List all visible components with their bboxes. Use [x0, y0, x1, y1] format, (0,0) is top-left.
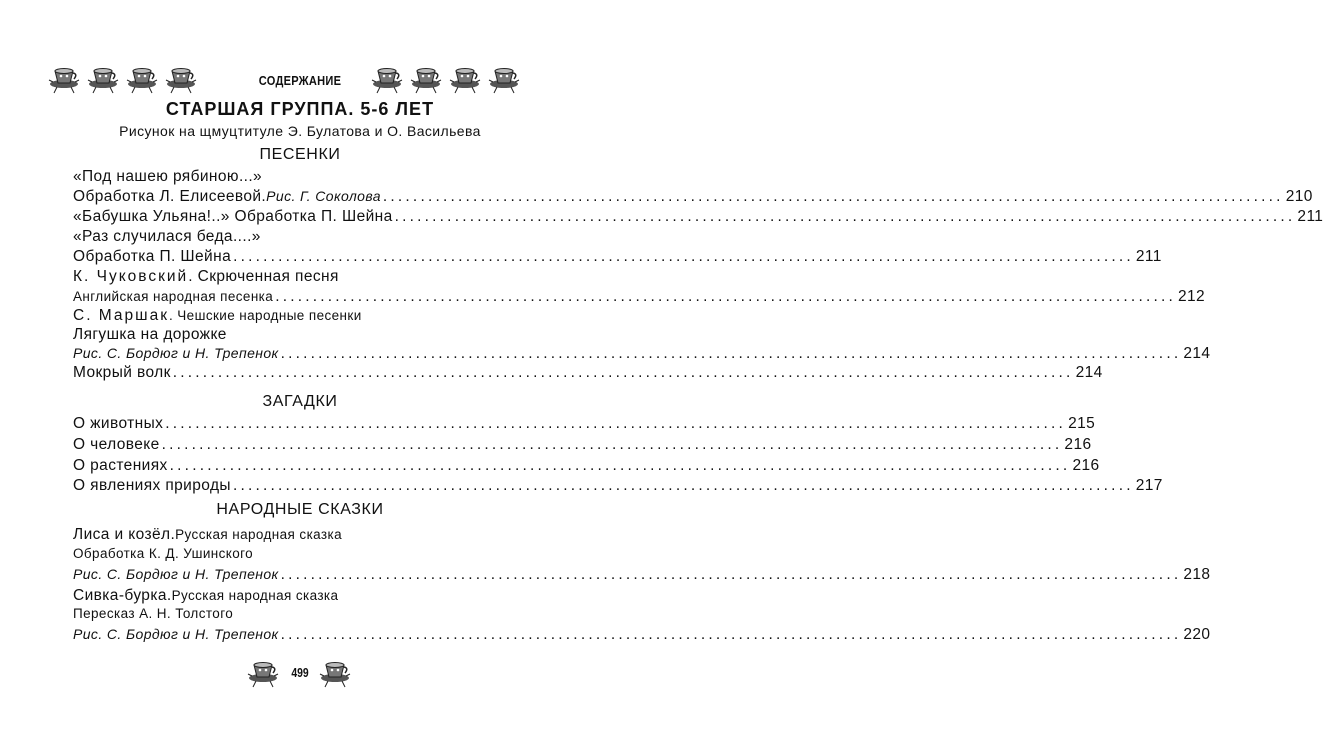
illustrator-credit: Рис. С. Бордюг и Н. Трепенок — [73, 626, 279, 642]
toc-entry[interactable] — [73, 436, 1092, 456]
toc-entry[interactable] — [73, 546, 499, 566]
toc-entry[interactable] — [73, 248, 1162, 268]
group-title: ЗАГАДКИ — [262, 393, 338, 410]
toc-entry[interactable] — [73, 288, 1206, 308]
entry-text: Сивка-бурка. — [73, 587, 172, 604]
dot-leader: ........................................................................................................................ — [165, 415, 1067, 432]
entry-text: Мокрый волк — [73, 364, 171, 381]
teacup-icon — [487, 62, 521, 96]
page-ref: 210 — [1285, 188, 1313, 205]
entry-text: О растениях — [73, 457, 168, 474]
dot-leader: ........................................................................................................................ — [394, 208, 1296, 225]
entry-text: О явлениях природы — [73, 477, 231, 494]
entry-text: Русская народная сказка — [171, 588, 339, 603]
page-ref: 214 — [1183, 345, 1211, 362]
group-title: НАРОДНЫЕ СКАЗКИ — [216, 501, 384, 518]
page-ref: 216 — [1072, 457, 1100, 474]
teacup-icon — [125, 62, 159, 96]
toc-entry[interactable] — [73, 228, 499, 248]
entry-text: . Чешские народные песенки — [168, 308, 362, 323]
section-subtitle: Рисунок на щмуцтитуле Э. Булатова и О. Васильева — [119, 123, 481, 139]
dot-leader: ........................................................................................................................ — [161, 436, 1063, 453]
teacup-icon — [448, 62, 482, 96]
toc-entry[interactable] — [73, 168, 499, 188]
page-header — [0, 62, 600, 98]
toc-entry[interactable] — [73, 606, 499, 626]
entry-text: Обработка К. Д. Ушинского — [73, 546, 254, 561]
page-ref: 217 — [1135, 477, 1163, 494]
toc-entry[interactable] — [73, 566, 1211, 586]
page-ref: 212 — [1177, 288, 1206, 305]
toc-entry[interactable] — [73, 208, 1323, 228]
illustrator-credit: Рис. Г. Соколова — [266, 188, 381, 204]
page-footer — [0, 656, 600, 690]
entry-text: «Под нашею рябиною...» — [73, 168, 263, 185]
teacup-icon — [318, 656, 352, 690]
page-ref: 211 — [1297, 208, 1323, 225]
page-number: 499 — [291, 665, 309, 680]
dot-leader: ........................................................................................................................ — [280, 345, 1182, 362]
page-ref: 215 — [1068, 415, 1096, 432]
dot-leader: ........................................................................................................................ — [382, 188, 1284, 205]
dot-leader: ........................................................................................................................ — [169, 457, 1071, 474]
entry-text: Лиса и козёл. — [73, 526, 176, 543]
dot-leader: ........................................................................................................................ — [232, 477, 1134, 494]
teacup-icon — [246, 656, 280, 690]
toc-entry[interactable] — [73, 326, 499, 346]
entry-text: Английская народная песенка — [73, 289, 274, 304]
dot-leader: ........................................................................................................................ — [233, 248, 1134, 265]
entry-text: Обработка Л. Елисеевой. — [73, 188, 267, 205]
entry-text: «Раз случилася беда....» — [73, 228, 261, 245]
entry-text: Русская народная сказка — [175, 527, 343, 542]
entry-text: Обработка П. Шейна — [73, 248, 232, 265]
illustrator-credit: Рис. С. Бордюг и Н. Трепенок — [73, 345, 279, 361]
page-ref: 214 — [1075, 364, 1103, 381]
toc-entry[interactable] — [73, 415, 1096, 435]
teacup-icon — [370, 62, 404, 96]
page-ref: 220 — [1183, 626, 1211, 643]
entry-text: С. Маршак — [73, 307, 169, 324]
entry-text: О человеке — [73, 436, 160, 453]
entry-text: О животных — [73, 415, 164, 432]
teacup-icon — [47, 62, 81, 96]
toc-entry[interactable] — [73, 364, 1103, 384]
dot-leader: ........................................................................................................................ — [172, 364, 1074, 381]
dot-leader: ........................................................................................................................ — [275, 288, 1176, 305]
toc-entry[interactable] — [73, 477, 1163, 497]
entry-text: К. Чуковский — [73, 268, 189, 285]
illustrator-credit: Рис. С. Бордюг и Н. Трепенок — [73, 566, 279, 582]
entry-text: . Скрюченная песня — [188, 268, 339, 285]
toc-entry[interactable] — [73, 268, 499, 288]
entry-text: «Бабушка Ульяна!..» Обработка П. Шейна — [73, 208, 393, 225]
page-ref: 211 — [1135, 248, 1162, 265]
toc-entry[interactable] — [73, 345, 1211, 365]
dot-leader: ........................................................................................................................ — [280, 566, 1182, 583]
toc-entry[interactable] — [73, 587, 499, 607]
entry-text: Пересказ А. Н. Толстого — [73, 606, 234, 621]
toc-entry[interactable] — [73, 457, 1100, 477]
page-ref: 218 — [1183, 566, 1211, 583]
group-title: ПЕСЕНКИ — [259, 146, 341, 163]
entry-text: Лягушка на дорожке — [73, 326, 227, 343]
teacup-icon — [164, 62, 198, 96]
dot-leader: ........................................................................................................................ — [280, 626, 1182, 643]
toc-entry[interactable] — [73, 626, 1211, 646]
page-ref: 216 — [1064, 436, 1092, 453]
toc-entry[interactable] — [73, 188, 1313, 208]
teacup-icon — [86, 62, 120, 96]
toc-entry[interactable] — [73, 307, 499, 327]
teacup-icon — [409, 62, 443, 96]
section-title: СТАРШАЯ ГРУППА. 5-6 ЛЕТ — [165, 99, 435, 119]
header-title: СОДЕРЖАНИЕ — [258, 73, 342, 88]
toc-entry[interactable] — [73, 526, 499, 546]
